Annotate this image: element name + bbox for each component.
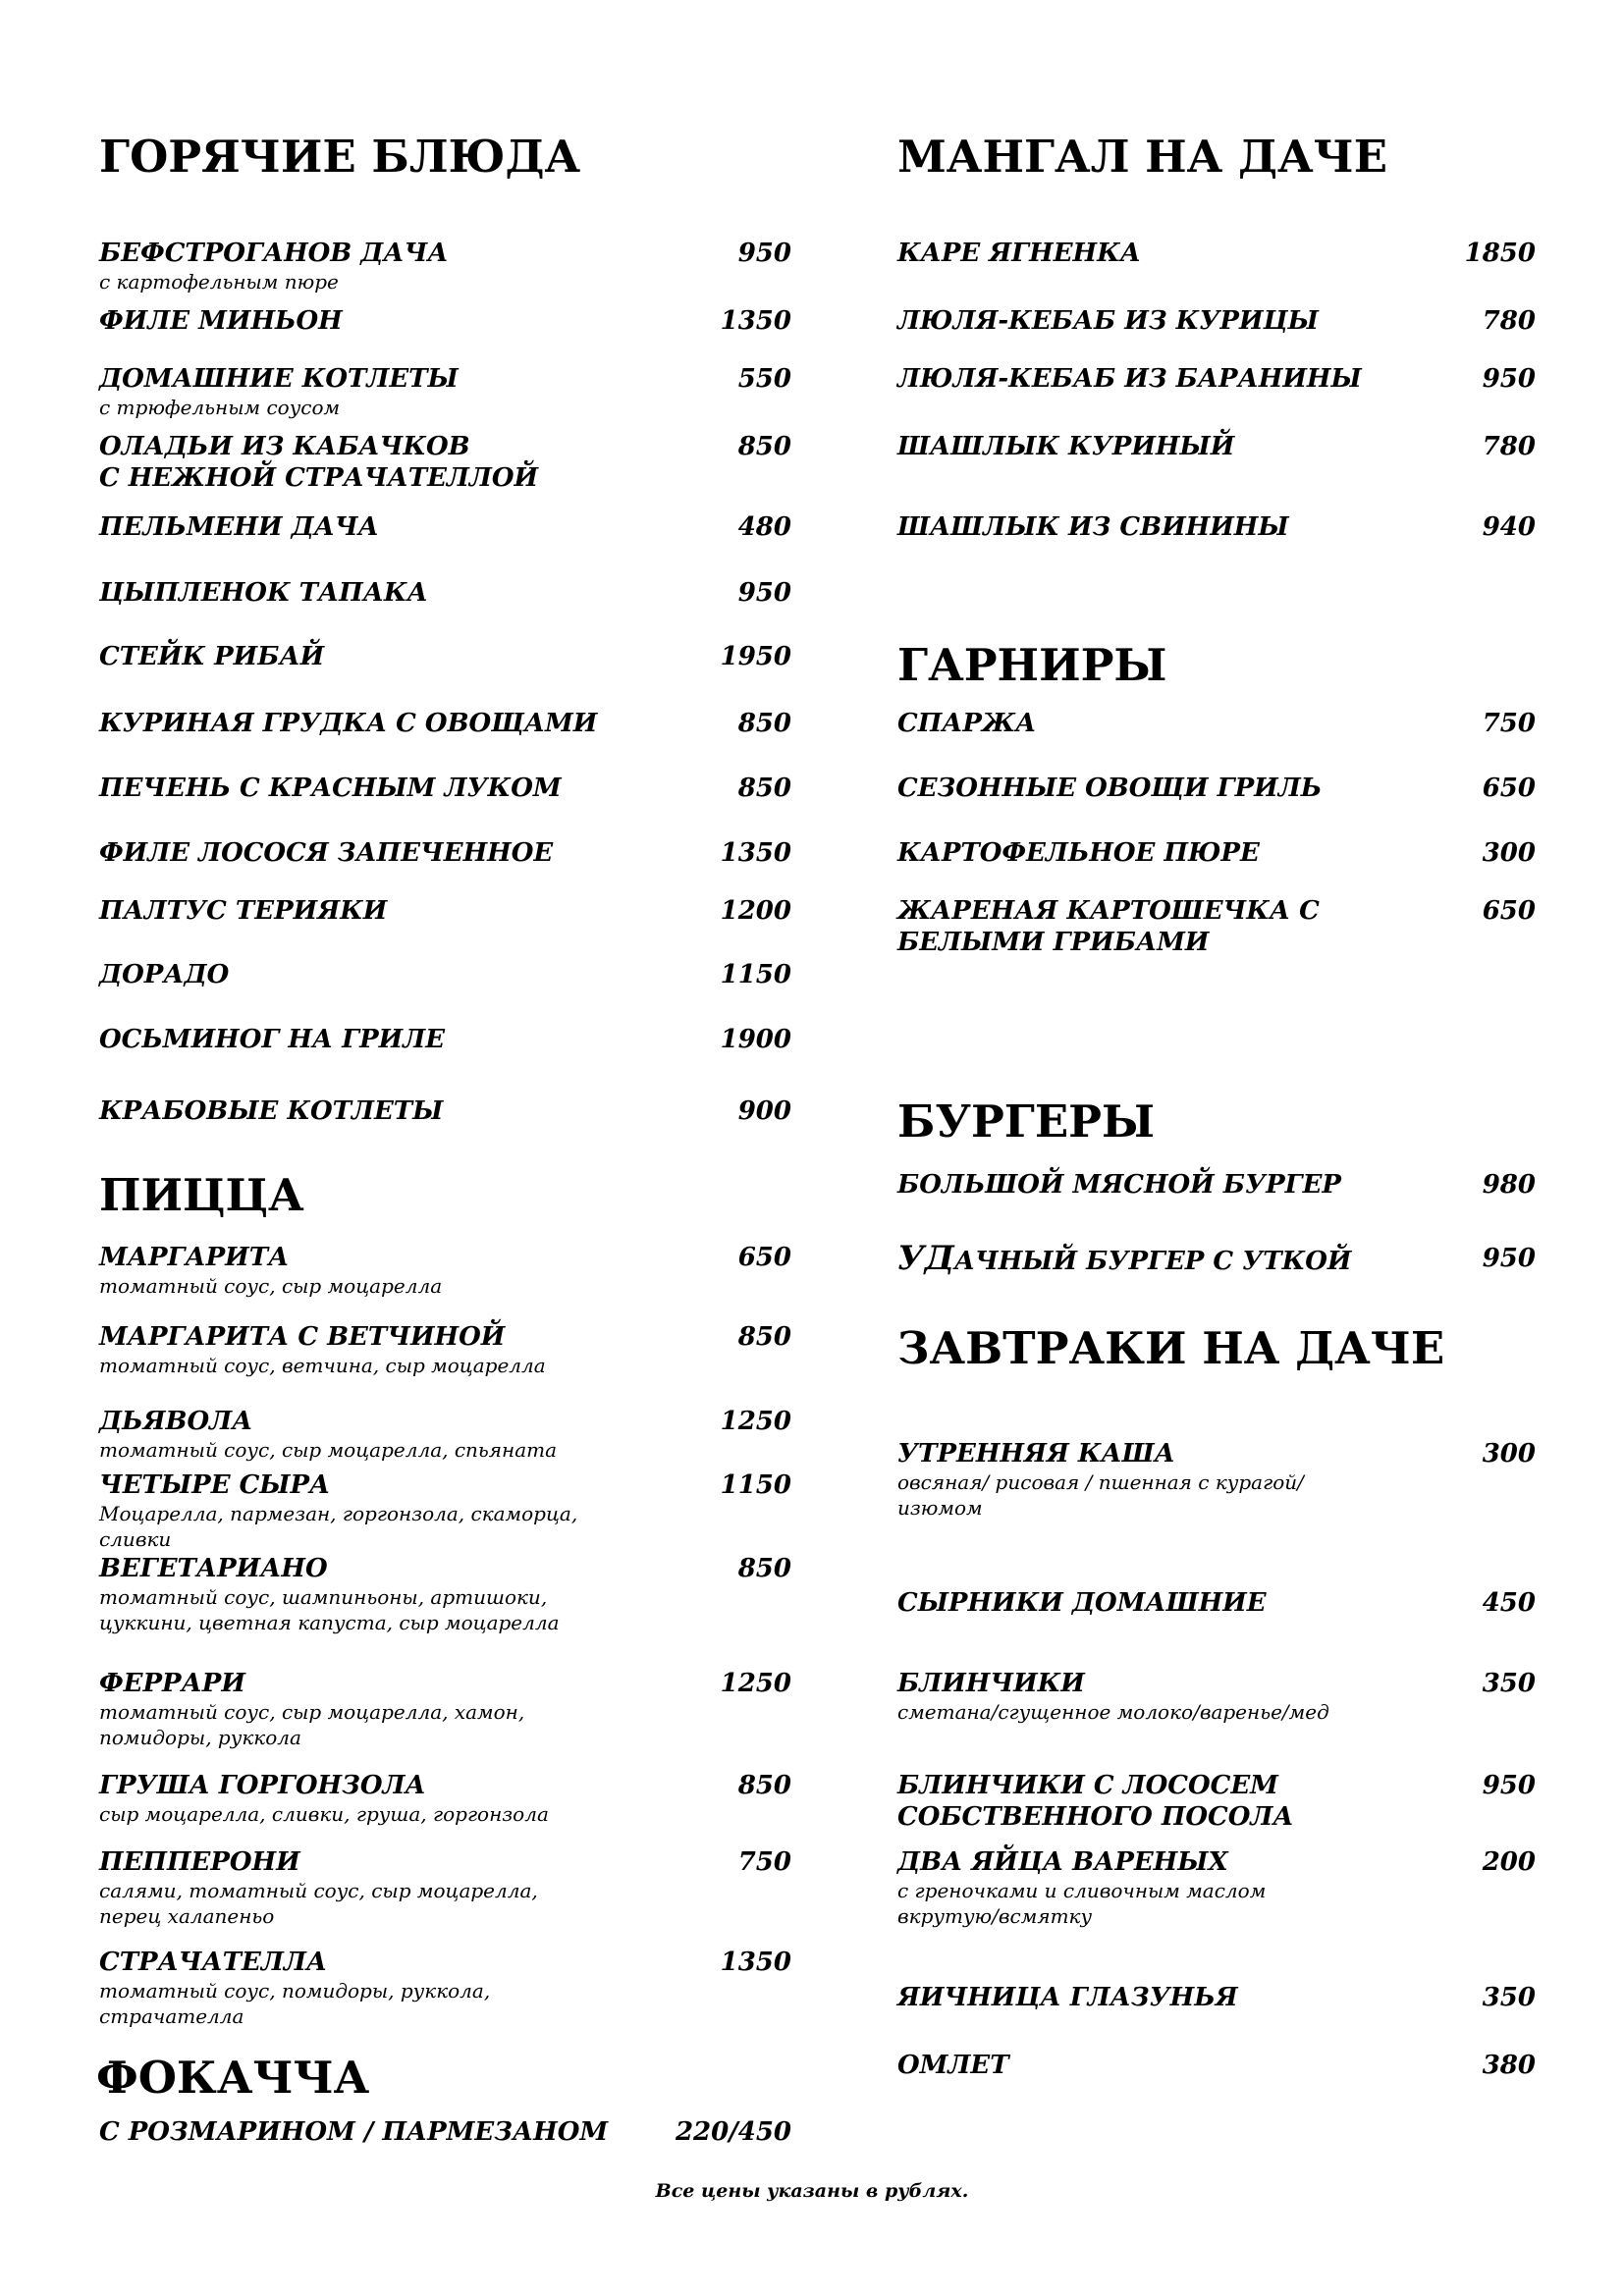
menu-item-name-line xyxy=(897,2050,1536,2081)
menu-item-name-line xyxy=(897,708,1536,739)
menu-item xyxy=(99,363,791,420)
menu-item-name: КРАБОВЫЕ КОТЛЕТЫ xyxy=(99,1096,444,1126)
menu-item-price: 650 xyxy=(1482,896,1536,926)
menu-item-name-line xyxy=(897,1846,1536,1878)
menu-item-description-cont: перец халапеньо xyxy=(99,1904,275,1928)
menu-item-name-line xyxy=(897,238,1536,269)
menu-item-name-line xyxy=(99,238,791,269)
menu-item xyxy=(99,238,791,294)
menu-item-name-cont: С НЕЖНОЙ СТРАЧАТЕЛЛОЙ xyxy=(99,463,539,493)
menu-item-name: БЛИНЧИКИ xyxy=(897,1669,1085,1698)
menu-item xyxy=(99,708,791,739)
menu-item-description-cont: цуккини, цветная капуста, сыр моцарелла xyxy=(99,1611,560,1634)
menu-item-price: 450 xyxy=(1482,1588,1536,1618)
menu-item xyxy=(99,1770,791,1827)
menu-item xyxy=(897,708,1536,739)
menu-item-name: ЯИЧНИЦА ГЛАЗУНЬЯ xyxy=(897,1983,1238,2012)
menu-item-name: ОМЛЕТ xyxy=(897,2051,1009,2080)
menu-item-name-line xyxy=(897,1770,1536,1801)
menu-item xyxy=(897,511,1536,543)
menu-item-name-line xyxy=(897,1982,1536,2013)
menu-item-name: АЧНЫЙ БУРГЕР С УТКОЙ xyxy=(953,1247,1352,1276)
section-title-focaccia: ФОКАЧЧА xyxy=(96,2052,370,2104)
menu-item-name-line xyxy=(99,641,791,672)
menu-item-name-initial: УД xyxy=(897,1239,954,1278)
menu-item xyxy=(99,1024,791,1055)
menu-item-name-line xyxy=(99,305,791,337)
menu-item-price: 850 xyxy=(737,1554,791,1583)
menu-item xyxy=(897,1982,1536,2013)
menu-item-name: ГРУША ГОРГОНЗОЛА xyxy=(99,1771,426,1800)
menu-item-name: ДЬЯВОЛА xyxy=(99,1407,253,1436)
menu-item xyxy=(897,363,1536,395)
menu-item-price: 300 xyxy=(1482,838,1536,868)
menu-item-name: СТЕЙК РИБАЙ xyxy=(99,642,325,671)
menu-item xyxy=(99,1321,791,1378)
menu-item-name-line xyxy=(99,1242,791,1273)
menu-item-description: салями, томатный соус, сыр моцарелла, xyxy=(99,1879,538,1902)
menu-item-name-line xyxy=(99,1321,791,1353)
menu-item-name: ДВА ЯЙЦА ВАРЕНЫХ xyxy=(897,1847,1228,1877)
menu-item-price: 850 xyxy=(737,432,791,461)
menu-item xyxy=(897,1587,1536,1619)
menu-item-description: томатный соус, шампиньоны, артишоки, xyxy=(99,1585,548,1609)
menu-item-price: 1850 xyxy=(1464,239,1536,268)
menu-item-price: 850 xyxy=(737,1771,791,1800)
menu-item-price: 780 xyxy=(1482,306,1536,336)
menu-item xyxy=(897,1239,1536,1278)
menu-item-name: ФЕРРАРИ xyxy=(99,1669,245,1698)
menu-item-name: УТРЕННЯЯ КАША xyxy=(897,1439,1175,1468)
menu-item xyxy=(99,511,791,543)
menu-item xyxy=(99,1406,791,1463)
menu-item-name-line xyxy=(99,577,791,609)
menu-item-price: 300 xyxy=(1482,1439,1536,1468)
menu-item-description: томатный соус, сыр моцарелла, хамон, xyxy=(99,1700,525,1724)
section-title-burgers: БУРГЕРЫ xyxy=(897,1095,1156,1148)
menu-item xyxy=(897,1438,1536,1521)
menu-item-name: ПЕЧЕНЬ С КРАСНЫМ ЛУКОМ xyxy=(99,774,562,803)
menu-item-price: 380 xyxy=(1482,2051,1536,2080)
menu-item xyxy=(99,577,791,609)
menu-item-description-cont: вкрутую/всмятку xyxy=(897,1904,1093,1928)
menu-item xyxy=(897,431,1536,462)
menu-item-price: 200 xyxy=(1482,1847,1536,1877)
menu-item-price: 850 xyxy=(737,709,791,738)
menu-item xyxy=(897,238,1536,269)
menu-item-name-line xyxy=(897,1169,1536,1201)
menu-item-name-line xyxy=(99,1947,791,1978)
menu-item xyxy=(99,1668,791,1750)
menu-item-name-line xyxy=(99,1095,791,1127)
menu-item-name-line xyxy=(897,1668,1536,1699)
menu-item xyxy=(99,895,791,927)
menu-item-name: ДОМАШНИЕ КОТЛЕТЫ xyxy=(99,364,459,394)
menu-item-price: 950 xyxy=(737,239,791,268)
menu-item xyxy=(897,2050,1536,2081)
menu-item-price: 1350 xyxy=(720,1948,791,1977)
menu-item xyxy=(897,895,1536,958)
menu-item-name: ВЕГЕТАРИАНО xyxy=(99,1554,328,1583)
menu-item-name-line xyxy=(99,1553,791,1584)
menu-item xyxy=(897,837,1536,869)
menu-item-description: с картофельным пюре xyxy=(99,270,339,294)
menu-item-name-line xyxy=(897,1239,1536,1278)
menu-item-name-line xyxy=(897,305,1536,337)
menu-item xyxy=(99,641,791,672)
menu-item-description: овсяная/ рисовая / пшенная с курагой/ xyxy=(897,1470,1304,1494)
menu-item-name: ПЕППЕРОНИ xyxy=(99,1847,300,1877)
menu-item-name: КУРИНАЯ ГРУДКА С ОВОЩАМИ xyxy=(99,709,598,738)
menu-item-description: с греночками и сливочным маслом xyxy=(897,1879,1267,1902)
menu-item-price: 1150 xyxy=(720,960,791,989)
menu-item-price: 550 xyxy=(737,364,791,394)
menu-item-name-line xyxy=(99,363,791,395)
menu-item-price: 1150 xyxy=(720,1470,791,1500)
menu-item-price: 350 xyxy=(1482,1669,1536,1698)
menu-item-name-line xyxy=(897,1438,1536,1469)
menu-item xyxy=(99,1469,791,1552)
menu-item-name-line xyxy=(99,708,791,739)
menu-item-description: томатный соус, ветчина, сыр моцарелла xyxy=(99,1354,546,1377)
menu-item-price: 1350 xyxy=(720,306,791,336)
menu-item xyxy=(897,1169,1536,1201)
menu-item-description-cont: сливки xyxy=(99,1527,172,1551)
menu-item-description-cont: страчателла xyxy=(99,2004,244,2028)
footer-note: Все цены указаны в рублях. xyxy=(655,2180,969,2202)
menu-item-price: 950 xyxy=(1482,1244,1536,1273)
menu-item xyxy=(99,1553,791,1635)
menu-item-name-line xyxy=(99,511,791,543)
menu-item xyxy=(99,1095,791,1127)
menu-item xyxy=(99,431,791,494)
menu-item-price: 950 xyxy=(737,578,791,608)
menu-item-name-line xyxy=(897,363,1536,395)
menu-item-name-line xyxy=(99,837,791,869)
menu-item-name: ЛЮЛЯ-КЕБАБ ИЗ КУРИЦЫ xyxy=(897,306,1319,336)
menu-item-name: МАРГАРИТА xyxy=(99,1243,290,1272)
menu-item-description: томатный соус, сыр моцарелла, спьяната xyxy=(99,1438,558,1462)
menu-item-price: 950 xyxy=(1482,364,1536,394)
menu-item-name-line xyxy=(99,895,791,927)
menu-item-name: ЧЕТЫРЕ СЫРА xyxy=(99,1470,331,1500)
menu-item-price: 900 xyxy=(737,1096,791,1126)
menu-item-name: ОСЬМИНОГ НА ГРИЛЕ xyxy=(99,1025,446,1054)
menu-item-name-cont: БЕЛЫМИ ГРИБАМИ xyxy=(897,928,1210,957)
menu-item-description-cont: изюмом xyxy=(897,1496,983,1520)
menu-item-name-line xyxy=(99,1024,791,1055)
menu-item-price: 980 xyxy=(1482,1170,1536,1200)
menu-item-name-line xyxy=(99,431,791,462)
menu-item-name: БОЛЬШОЙ МЯСНОЙ БУРГЕР xyxy=(897,1170,1341,1200)
menu-item-name: СЫРНИКИ ДОМАШНИЕ xyxy=(897,1588,1267,1618)
menu-item-name: СПАРЖА xyxy=(897,709,1037,738)
menu-item xyxy=(99,959,791,990)
menu-item-name: С РОЗМАРИНОМ / ПАРМЕЗАНОМ xyxy=(99,2117,609,2147)
menu-item-name: БЕФСТРОГАНОВ ДАЧА xyxy=(99,239,449,268)
menu-item-price: 650 xyxy=(1482,774,1536,803)
menu-item-description-cont: помидоры, руккола xyxy=(99,1726,301,1749)
menu-item xyxy=(897,1846,1536,1929)
menu-item xyxy=(99,305,791,337)
menu-item-name-line xyxy=(99,1469,791,1501)
menu-item-price: 850 xyxy=(737,1322,791,1352)
menu-item-name: ЖАРЕНАЯ КАРТОШЕЧКА С xyxy=(897,896,1320,926)
menu-item-description: сыр моцарелла, сливки, груша, горгонзола xyxy=(99,1802,549,1826)
menu-item-description: Моцарелла, пармезан, горгонзола, скаморца, xyxy=(99,1502,578,1525)
menu-item-name-line xyxy=(897,773,1536,804)
menu-item-price: 220/450 xyxy=(675,2117,791,2147)
menu-item-name: ШАШЛЫК КУРИНЫЙ xyxy=(897,432,1235,461)
menu-item xyxy=(99,1846,791,1929)
menu-item-price: 780 xyxy=(1482,432,1536,461)
menu-item-price: 1900 xyxy=(720,1025,791,1054)
menu-item xyxy=(99,1242,791,1299)
menu-item xyxy=(99,773,791,804)
menu-item-name: СЕЗОННЫЕ ОВОЩИ ГРИЛЬ xyxy=(897,774,1323,803)
menu-item-name-line xyxy=(99,1668,791,1699)
menu-item xyxy=(99,1947,791,2029)
menu-item xyxy=(897,1668,1536,1725)
menu-item-name-line xyxy=(897,511,1536,543)
menu-item-name: ФИЛЕ МИНЬОН xyxy=(99,306,343,336)
menu-item-name-line xyxy=(897,1587,1536,1619)
menu-item-name: ШАШЛЫК ИЗ СВИНИНЫ xyxy=(897,512,1289,542)
menu-item-name-cont: СОБСТВЕННОГО ПОСОЛА xyxy=(897,1802,1294,1832)
section-title-sides: ГАРНИРЫ xyxy=(897,639,1167,691)
menu-item-name-line xyxy=(897,837,1536,869)
section-title-grill: МАНГАЛ НА ДАЧЕ xyxy=(897,131,1388,183)
menu-item-name: ПАЛТУС ТЕРИЯКИ xyxy=(99,896,388,926)
menu-item-price: 940 xyxy=(1482,512,1536,542)
menu-item xyxy=(897,305,1536,337)
menu-item-name: ДОРАДО xyxy=(99,960,230,989)
menu-item-price: 750 xyxy=(737,1847,791,1877)
menu-item-name: МАРГАРИТА С ВЕТЧИНОЙ xyxy=(99,1322,506,1352)
menu-item-price: 1950 xyxy=(720,642,791,671)
menu-item-price: 1250 xyxy=(720,1669,791,1698)
menu-item-name: КАРТОФЕЛЬНОЕ ПЮРЕ xyxy=(897,838,1260,868)
menu-item-name: СТРАЧАТЕЛЛА xyxy=(99,1948,328,1977)
menu-item xyxy=(897,773,1536,804)
menu-item-name: КАРЕ ЯГНЕНКА xyxy=(897,239,1141,268)
menu-item xyxy=(897,1770,1536,1833)
menu-item-price: 350 xyxy=(1482,1983,1536,2012)
menu-item-description: томатный соус, сыр моцарелла xyxy=(99,1274,443,1298)
menu-item-name-line xyxy=(99,1846,791,1878)
menu-item-price: 650 xyxy=(737,1243,791,1272)
section-title-pizza: ПИЦЦА xyxy=(99,1169,304,1221)
menu-item-price: 950 xyxy=(1482,1771,1536,1800)
menu-item-name: ЦЫПЛЕНОК ТАПАКА xyxy=(99,578,428,608)
menu-item-price: 1350 xyxy=(720,838,791,868)
menu-item-name-line xyxy=(897,895,1536,927)
menu-item-description: с трюфельным соусом xyxy=(99,396,341,419)
menu-item-name: ОЛАДЬИ ИЗ КАБАЧКОВ xyxy=(99,432,470,461)
menu-item-description: сметана/сгущенное молоко/варенье/мед xyxy=(897,1700,1329,1724)
menu-item-name-line xyxy=(897,431,1536,462)
menu-item-price: 850 xyxy=(737,774,791,803)
menu-item-name-line xyxy=(99,1770,791,1801)
menu-item-name: ПЕЛЬМЕНИ ДАЧА xyxy=(99,512,379,542)
menu-item xyxy=(99,2116,791,2148)
menu-item-name: ЛЮЛЯ-КЕБАБ ИЗ БАРАНИНЫ xyxy=(897,364,1362,394)
section-title-hot-dishes: ГОРЯЧИЕ БЛЮДА xyxy=(99,131,581,183)
menu-item-name: ФИЛЕ ЛОСОСЯ ЗАПЕЧЕННОЕ xyxy=(99,838,554,868)
menu-item xyxy=(99,837,791,869)
menu-item-description: томатный соус, помидоры, руккола, xyxy=(99,1979,491,2002)
section-title-breakfast: ЗАВТРАКИ НА ДАЧЕ xyxy=(897,1322,1445,1374)
menu-item-price: 750 xyxy=(1482,709,1536,738)
menu-item-name: БЛИНЧИКИ С ЛОСОСЕМ xyxy=(897,1771,1278,1800)
menu-item-price: 1200 xyxy=(720,896,791,926)
menu-item-name-line xyxy=(99,1406,791,1437)
menu-item-name-line xyxy=(99,773,791,804)
menu-item-price: 1250 xyxy=(720,1407,791,1436)
menu-item-price: 480 xyxy=(737,512,791,542)
menu-item-name-line xyxy=(99,959,791,990)
